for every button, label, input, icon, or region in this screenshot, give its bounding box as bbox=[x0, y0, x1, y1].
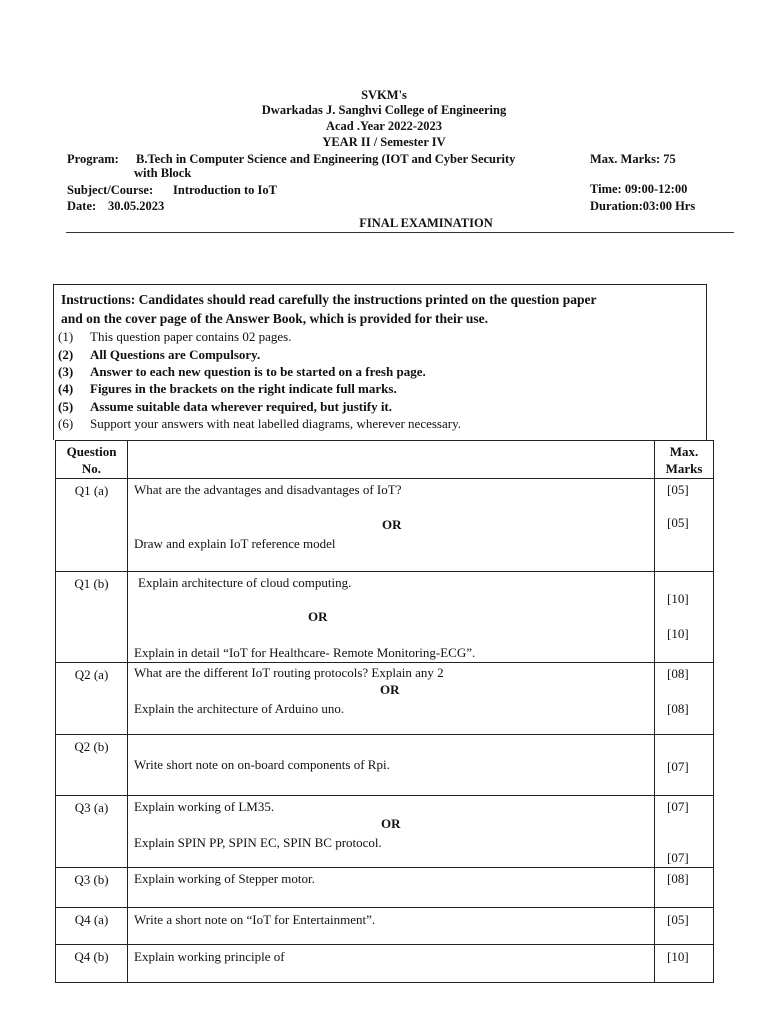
program-value: B.Tech in Computer Science and Engineering (IOT and Cyber Security bbox=[136, 152, 516, 166]
question-number: Q1 (b) bbox=[56, 572, 128, 663]
year-semester: YEAR II / Semester IV bbox=[322, 135, 446, 149]
marks-cell bbox=[655, 479, 714, 572]
table-header-row bbox=[56, 441, 714, 479]
marks-alt: [10] bbox=[667, 626, 689, 641]
marks-cell bbox=[655, 868, 714, 908]
question-text: Explain architecture of cloud computing. bbox=[138, 575, 352, 590]
table-row bbox=[56, 479, 714, 572]
question-cell bbox=[128, 796, 655, 868]
table-row bbox=[56, 735, 714, 796]
marks-cell bbox=[655, 735, 714, 796]
header-rule bbox=[66, 232, 734, 233]
instructions-title-line2: and on the cover page of the Answer Book, which is provided for their use. bbox=[61, 311, 489, 326]
date-value: 30.05.2023 bbox=[108, 199, 165, 213]
table-row bbox=[56, 572, 714, 663]
table-row bbox=[56, 945, 714, 983]
marks-cell bbox=[655, 663, 714, 735]
question-text: Explain working of LM35. bbox=[134, 799, 275, 814]
instruction-number: (3) bbox=[58, 364, 74, 379]
question-number: Q2 (a) bbox=[56, 663, 128, 735]
instruction-text: Figures in the brackets on the right indicate full marks. bbox=[90, 381, 397, 396]
question-cell bbox=[128, 868, 655, 908]
acad-year: Acad .Year 2022-2023 bbox=[325, 119, 443, 133]
instruction-text: Support your answers with neat labelled diagrams, wherever necessary. bbox=[90, 416, 461, 431]
marks-cell bbox=[655, 572, 714, 663]
question-number: Q1 (a) bbox=[56, 479, 128, 572]
marks-cell bbox=[655, 945, 714, 983]
question-number: Q4 (a) bbox=[56, 908, 128, 945]
college-name: Dwarkadas J. Sanghvi College of Engineering bbox=[261, 103, 507, 117]
instruction-number: (2) bbox=[58, 347, 74, 362]
marks: [08] bbox=[667, 871, 689, 886]
instruction-number: (5) bbox=[58, 399, 74, 414]
table-row bbox=[56, 663, 714, 735]
marks: [05] bbox=[667, 912, 689, 927]
question-alt-text: Explain the architecture of Arduino uno. bbox=[134, 701, 345, 716]
question-alt-text: Explain SPIN PP, SPIN EC, SPIN BC protocol. bbox=[134, 835, 382, 850]
instruction-number: (4) bbox=[58, 381, 74, 396]
instruction-text: Answer to each new question is to be started on a fresh page. bbox=[90, 364, 426, 379]
or-separator: OR bbox=[308, 609, 328, 624]
or-separator: OR bbox=[380, 682, 400, 697]
instruction-text: This question paper contains 02 pages. bbox=[90, 329, 292, 344]
instruction-number: (1) bbox=[58, 329, 74, 344]
table-row bbox=[56, 796, 714, 868]
question-text: Explain working principle of bbox=[134, 949, 285, 964]
marks-cell bbox=[655, 908, 714, 945]
marks-alt: [05] bbox=[667, 515, 689, 530]
question-alt-text: Draw and explain IoT reference model bbox=[134, 536, 336, 551]
instruction-text: All Questions are Compulsory. bbox=[90, 347, 261, 362]
instruction-text: Assume suitable data wherever required, but justify it. bbox=[90, 399, 393, 414]
instruction-number: (6) bbox=[58, 416, 74, 431]
question-text: Explain working of Stepper motor. bbox=[134, 871, 315, 886]
header-question-text bbox=[128, 441, 655, 479]
question-cell bbox=[128, 663, 655, 735]
subject-label: Subject/Course: bbox=[67, 183, 154, 197]
question-cell bbox=[128, 572, 655, 663]
program-value-line2: with Block bbox=[134, 166, 192, 180]
marks: [07] bbox=[667, 759, 689, 774]
question-number: Q3 (a) bbox=[56, 796, 128, 868]
marks: [10] bbox=[667, 591, 689, 606]
marks: [07] bbox=[667, 799, 689, 814]
question-text: Write short note on on-board components of Rpi. bbox=[134, 757, 390, 772]
question-number: Q3 (b) bbox=[56, 868, 128, 908]
exam-title: FINAL EXAMINATION bbox=[359, 216, 493, 230]
date-label: Date: bbox=[67, 199, 97, 213]
question-number: Q4 (b) bbox=[56, 945, 128, 983]
question-cell bbox=[128, 908, 655, 945]
question-text: What are the different IoT routing protocols? Explain any 2 bbox=[134, 665, 444, 680]
question-cell bbox=[128, 479, 655, 572]
exam-duration: Duration:03:00 Hrs bbox=[590, 199, 696, 213]
or-separator: OR bbox=[381, 816, 401, 831]
max-marks: Max. Marks: 75 bbox=[590, 152, 676, 166]
or-separator: OR bbox=[382, 517, 402, 532]
question-alt-text: Explain in detail “IoT for Healthcare- Remote Monitoring-ECG”. bbox=[134, 645, 476, 660]
instructions-title-line1: Instructions: Candidates should read carefully the instructions printed on the question paper bbox=[61, 292, 597, 307]
institution-short: SVKM's bbox=[361, 88, 407, 102]
marks: [08] bbox=[667, 666, 689, 681]
marks: [10] bbox=[667, 949, 689, 964]
program-label: Program: bbox=[67, 152, 119, 166]
question-cell bbox=[128, 945, 655, 983]
question-cell bbox=[128, 735, 655, 796]
questions-table bbox=[55, 440, 714, 983]
question-text: Write a short note on “IoT for Entertainment”. bbox=[134, 912, 376, 927]
header-question-no: Question No. bbox=[56, 441, 128, 479]
marks: [05] bbox=[667, 482, 689, 497]
marks-alt: [07] bbox=[667, 850, 689, 865]
subject-value: Introduction to IoT bbox=[173, 183, 277, 197]
exam-time: Time: 09:00-12:00 bbox=[590, 182, 688, 196]
question-text: What are the advantages and disadvantages of IoT? bbox=[134, 482, 402, 497]
marks-alt: [08] bbox=[667, 701, 689, 716]
table-row bbox=[56, 868, 714, 908]
question-number: Q2 (b) bbox=[56, 735, 128, 796]
marks-cell bbox=[655, 796, 714, 868]
header-max-marks: Max. Marks bbox=[655, 441, 714, 479]
table-row bbox=[56, 908, 714, 945]
